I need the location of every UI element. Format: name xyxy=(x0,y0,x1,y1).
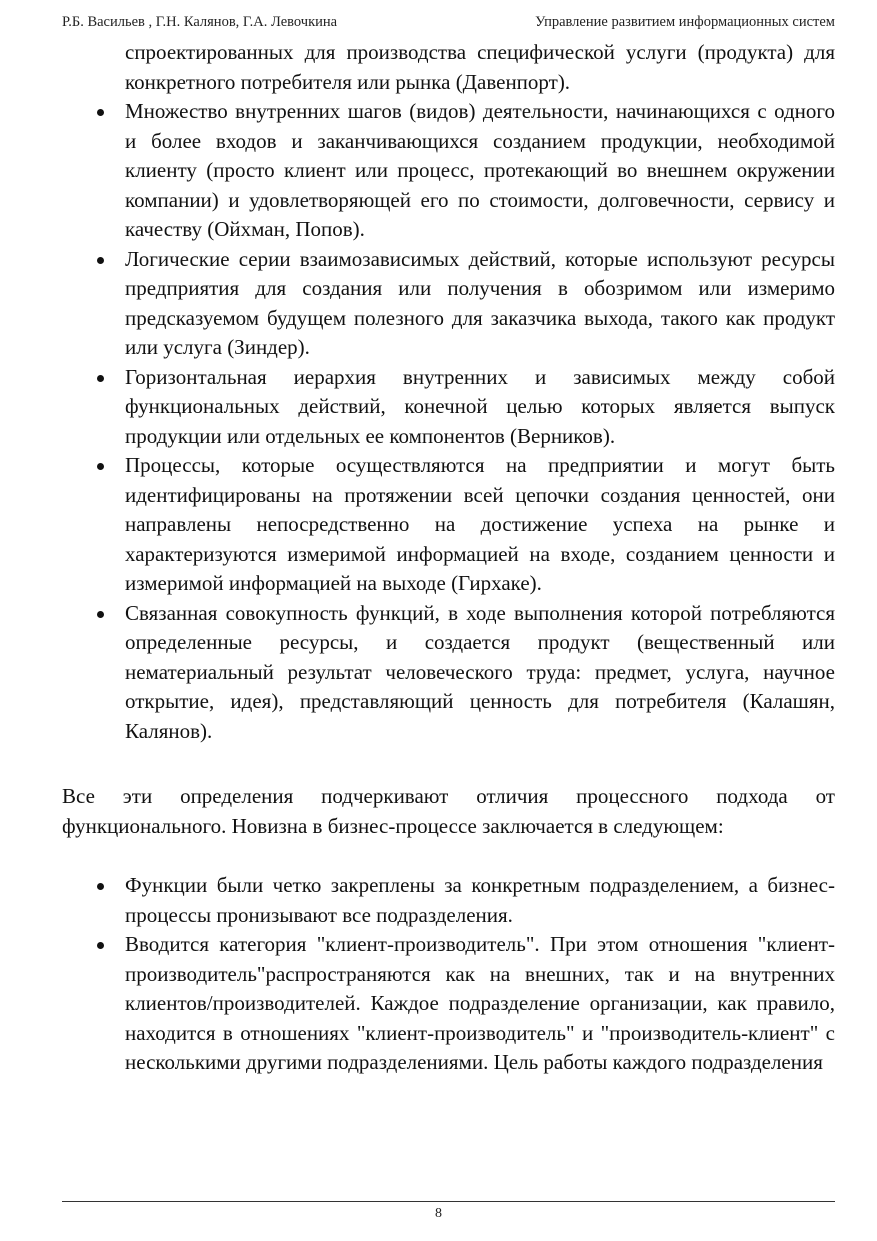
bullet-icon xyxy=(97,257,104,264)
bullet-icon xyxy=(97,942,104,949)
list-item-text: Функции были четко закреплены за конкретным подразделением, а бизнес-процессы пронизывают все подразделения. xyxy=(125,873,835,927)
list-item xyxy=(62,451,835,599)
list-item-continuation: спроектированных для производства специфической услуги (продукта) для конкретного потребителя или рынка (Давенпорт). xyxy=(125,40,835,94)
list-item-text: Множество внутренних шагов (видов) деятельности, начинающихся с одного и более входов и заканчивающихся созданием продукции, необходимой клиенту (просто клиент или процесс, протекающий во внешнем окружении компании) и удовлетворяющей его по стоимости, долговечности, сервису и качеству (Ойхман, Попов). xyxy=(125,99,835,241)
list-item-text: Горизонтальная иерархия внутренних и зависимых между собой функциональных действий, конечной целью которых является выпуск продукции или отдельных ее компонентов (Верников). xyxy=(125,364,835,448)
novelty-list xyxy=(62,871,835,1078)
definitions-list xyxy=(62,97,835,746)
list-item xyxy=(62,97,835,245)
bullet-icon xyxy=(97,611,104,618)
list-item-text: Связанная совокупность функций, в ходе выполнения которой потребляются определенные ресурсы, и создается продукт (вещественный или нематериальный результат человеческого труда: предмет, услуга, научное открытие, идея), представляющий ценность для потребителя (Калашян, Калянов). xyxy=(125,600,835,743)
list-item xyxy=(62,871,835,930)
header-title: Управление развитием информационных систем xyxy=(535,14,835,30)
bullet-icon xyxy=(97,109,104,116)
header-authors: Р.Б. Васильев , Г.Н. Калянов, Г.А. Левочкина xyxy=(62,14,338,30)
bullet-icon xyxy=(97,375,104,382)
list-item xyxy=(62,363,835,452)
page-number: 8 xyxy=(435,1206,442,1221)
list-item-text: Вводится категория "клиент-производитель". При этом отношения "клиент-производитель"распространяются как на внешних, так и на внутренних клиентов/производителей. Каждое подразделение организации, как правило, находится в отношениях "клиент-производитель" и "производитель-клиент" с несколькими другими подразделениями. Цель работы каждого подразделения xyxy=(125,932,835,1074)
footer-divider xyxy=(62,1201,835,1202)
body-paragraph: Все эти определения подчеркивают отличия процессного подхода от функционального. Новизна в бизнес-процессе заключается в следующем: xyxy=(62,784,835,838)
list-item-text: Процессы, которые осуществляются на предприятии и могут быть идентифицированы на протяжении всей цепочки создания ценностей, они направлены непосредственно на достижение успеха на рынке и характеризуются измеримой информацией на входе, созданием ценности и измеримой информацией на выходе (Гирхаке). xyxy=(125,453,835,595)
list-item xyxy=(62,599,835,747)
bullet-icon xyxy=(97,463,104,470)
page-header xyxy=(62,14,835,31)
bullet-icon xyxy=(97,883,104,890)
document-body xyxy=(62,38,835,1078)
list-item-text: Логические серии взаимозависимых действий, которые используют ресурсы предприятия для создания или получения в обозримом или измеримо предсказуемом будущем полезного для заказчика выхода, такого как продукт или услуга (Зиндер). xyxy=(125,246,835,359)
list-item xyxy=(62,245,835,363)
list-item xyxy=(62,930,835,1078)
